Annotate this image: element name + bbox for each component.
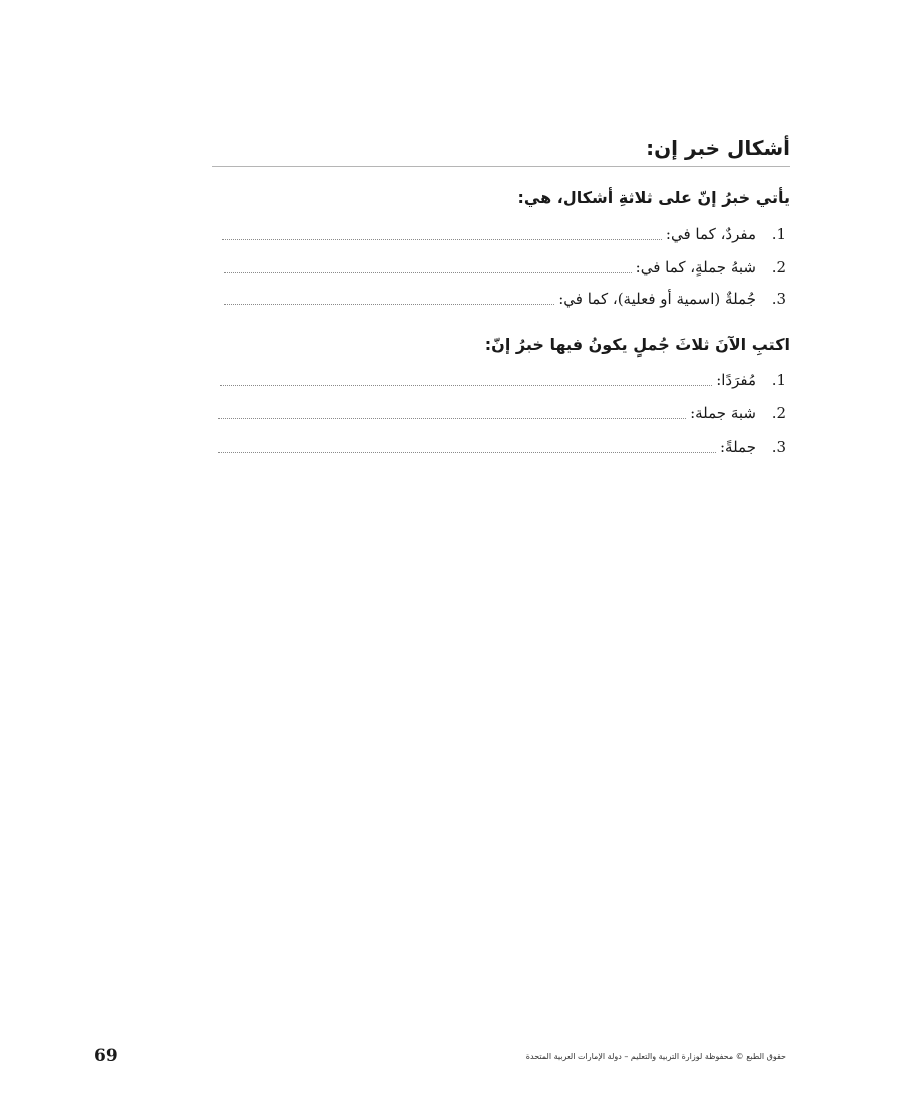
answer-line[interactable] xyxy=(218,418,686,419)
item-text: شبهُ جملةٍ، كما في: xyxy=(635,258,756,276)
section-heading-forms: يأتي خبرُ إنّ على ثلاثةِ أشكال، هي: xyxy=(517,188,790,207)
answer-line[interactable] xyxy=(220,385,712,386)
copyright-notice: حقوق الطبع © محفوظة لوزارة التربية والتعليم – دولة الإمارات العربية المتحدة xyxy=(525,1052,786,1061)
list-item xyxy=(224,255,786,279)
answer-line[interactable] xyxy=(224,272,632,273)
item-text: جُملةٌ (اسمية أو فعلية)، كما في: xyxy=(558,290,756,308)
item-text: جملةً: xyxy=(719,438,756,456)
item-text: مفردٌ، كما في: xyxy=(665,225,756,243)
item-text: مُفرَدًا: xyxy=(716,371,756,389)
item-number: .2 xyxy=(771,404,786,422)
answer-line[interactable] xyxy=(218,452,716,453)
answer-line[interactable] xyxy=(224,304,554,305)
item-number: .3 xyxy=(771,438,786,456)
list-item xyxy=(222,222,786,246)
item-number: .3 xyxy=(771,290,786,308)
section-heading-exercise: اكتبِ الآنَ ثلاثَ جُملٍ يكونُ فيها خبرُ إنّ: xyxy=(484,335,790,354)
page-number: 69 xyxy=(94,1046,118,1066)
item-number: .1 xyxy=(771,225,786,243)
answer-line[interactable] xyxy=(222,239,662,240)
list-item xyxy=(218,435,786,459)
item-text: شبهَ جملة: xyxy=(690,404,756,422)
list-item xyxy=(220,368,786,392)
title-divider xyxy=(212,166,790,167)
list-item xyxy=(224,287,786,311)
list-item xyxy=(218,401,786,425)
page-title: أشكال خبر إن: xyxy=(646,136,790,160)
item-number: .1 xyxy=(771,371,786,389)
item-number: .2 xyxy=(771,258,786,276)
